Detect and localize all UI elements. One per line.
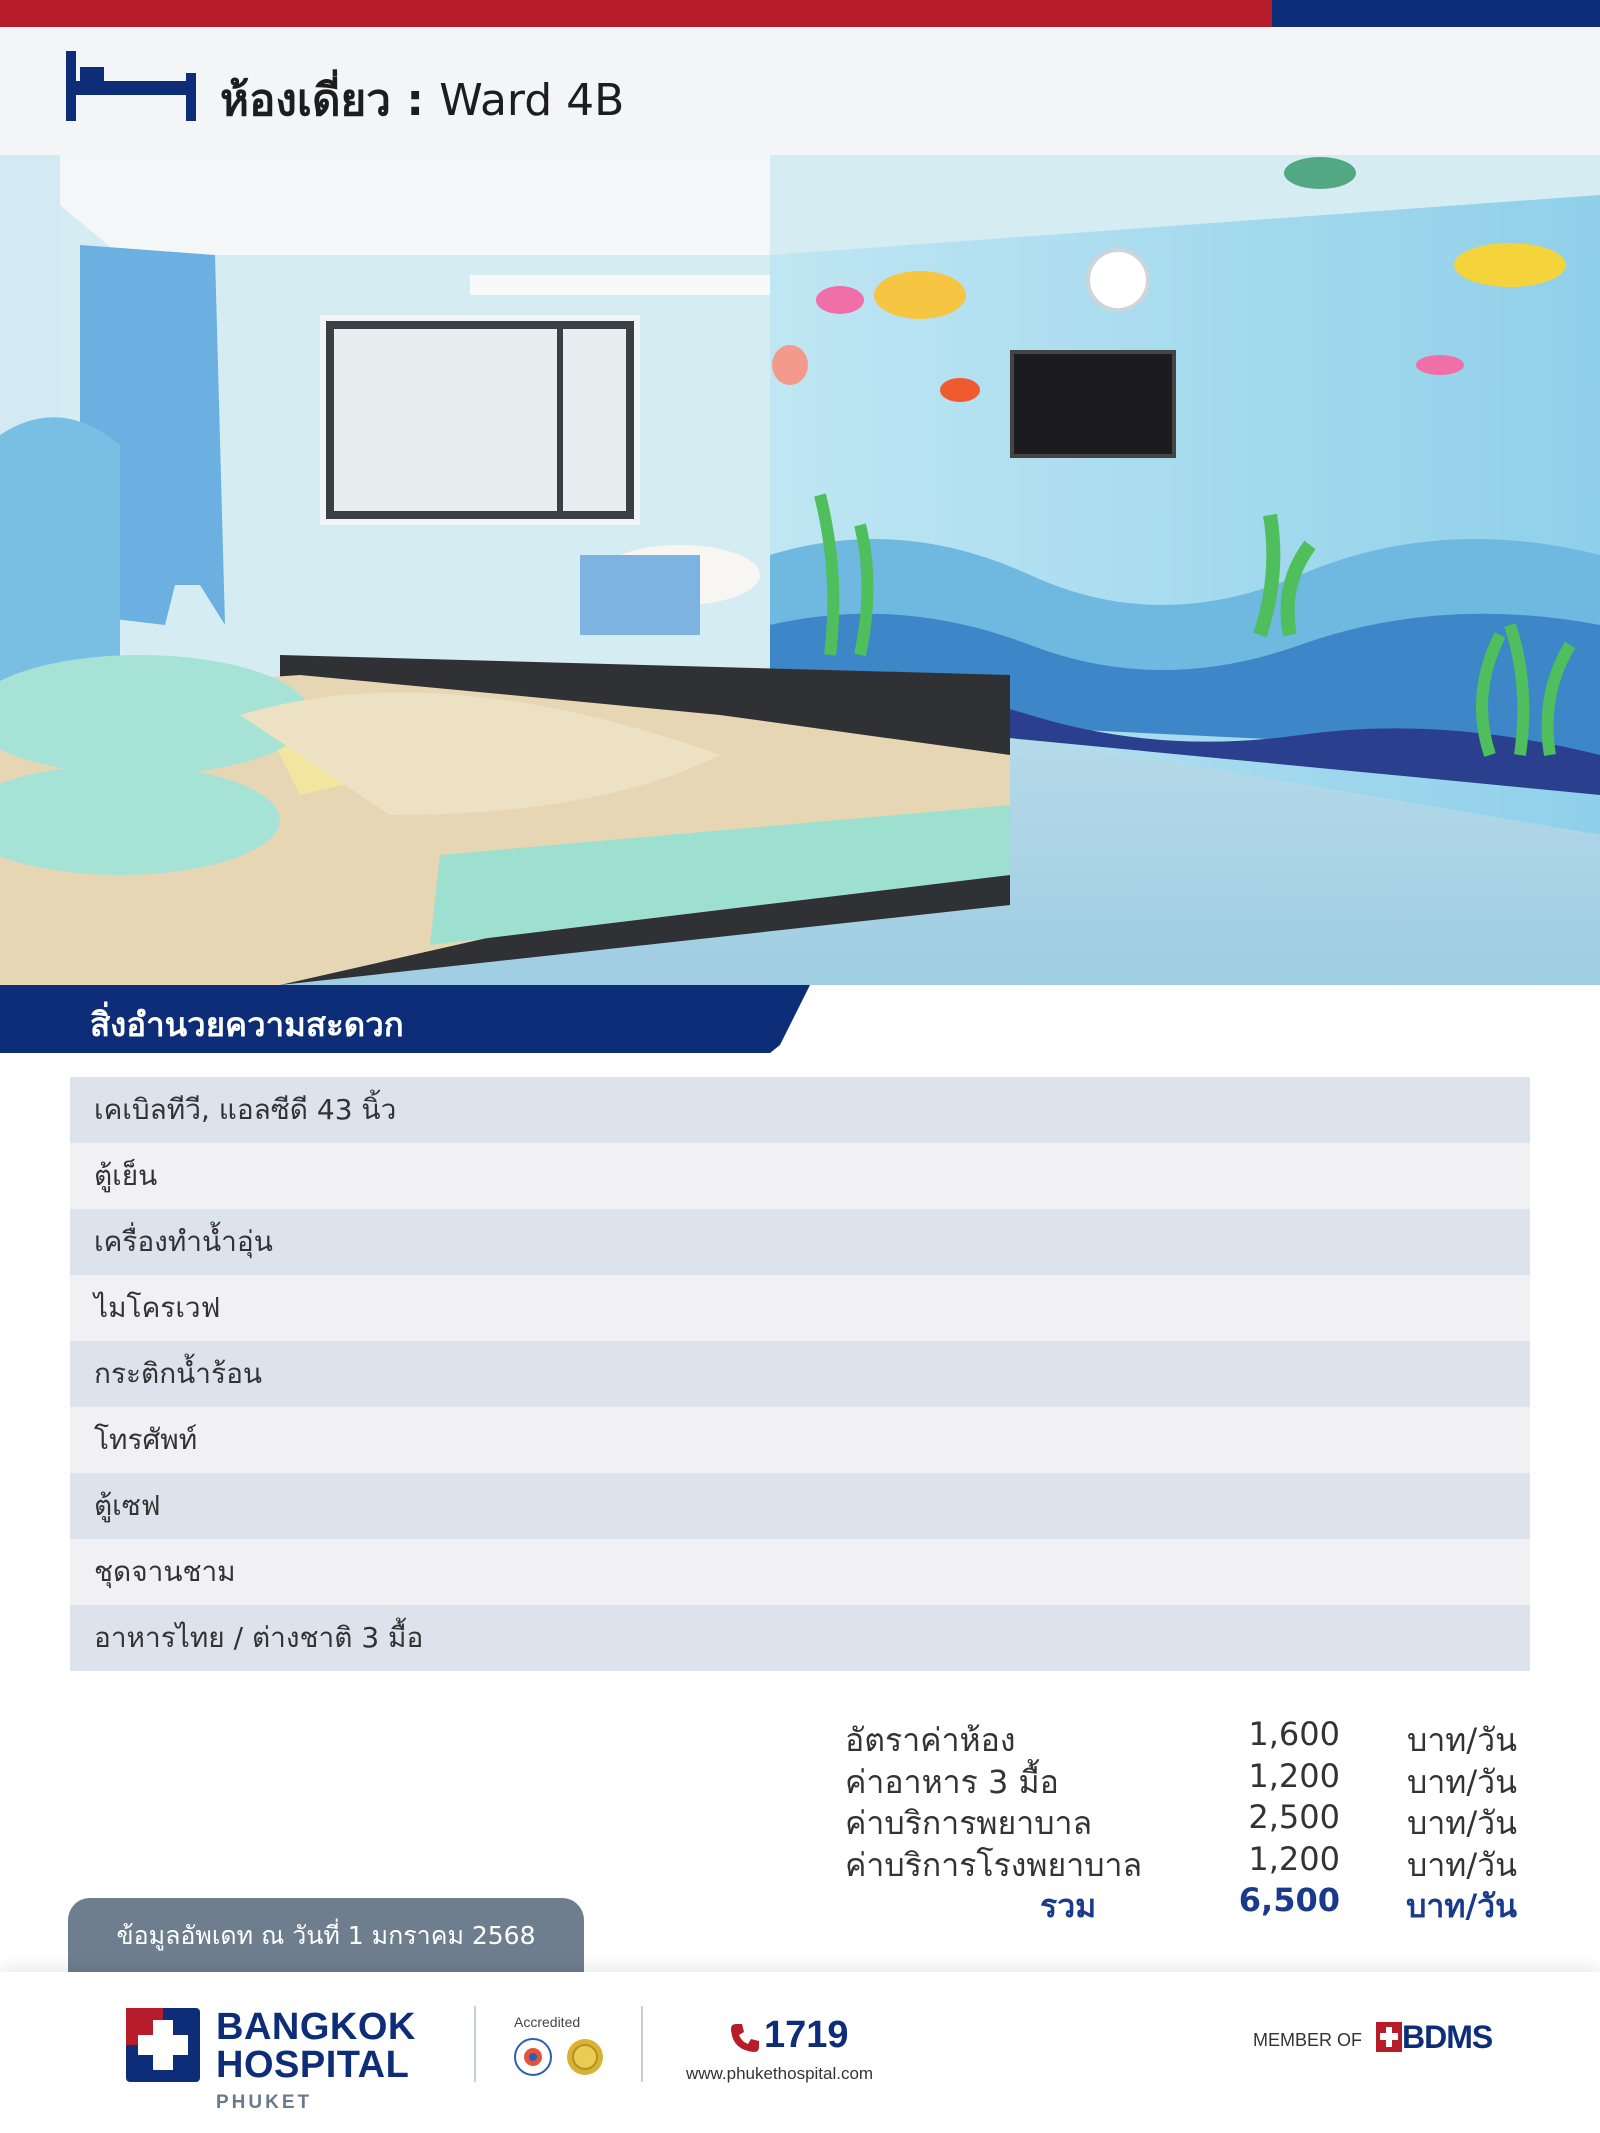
amenity-item: ตู้เซฟ xyxy=(70,1473,1530,1539)
amenity-item: โทรศัพท์ xyxy=(70,1407,1530,1473)
update-note-text: ข้อมูลอัพเดท ณ วันที่ 1 มกราคม 2568 xyxy=(116,1921,536,1950)
top-bar-blue xyxy=(1272,0,1600,27)
price-label: ค่าบริการโรงพยาบาล xyxy=(845,1845,1143,1884)
hospital-cross-logo-icon xyxy=(126,2008,200,2082)
accredited-label: Accredited xyxy=(514,2014,581,2030)
footer-divider xyxy=(474,2006,476,2082)
total-label: รวม xyxy=(1040,1887,1097,1925)
bdms-logo xyxy=(1376,2018,1492,2056)
price-total-row xyxy=(845,1881,1535,1923)
amenity-item: ชุดจานชาม xyxy=(70,1539,1530,1605)
price-row xyxy=(845,1757,1535,1799)
page-footer xyxy=(0,1972,1600,2133)
room-photo xyxy=(0,155,1600,985)
price-label: อัตราค่าห้อง xyxy=(845,1721,1016,1759)
ha-accreditation-seal-icon xyxy=(514,2038,552,2076)
amenity-item: อาหารไทย / ต่างชาติ 3 มื้อ xyxy=(70,1605,1530,1671)
page-header xyxy=(0,27,1600,155)
price-amount: 1,200 xyxy=(1248,1756,1340,1795)
total-amount: 6,500 xyxy=(1238,1881,1340,1919)
room-type-title: ห้องเดี่ยว xyxy=(220,75,392,126)
amenities-heading: สิ่งอำนวยความสะดวก xyxy=(90,1005,404,1044)
top-color-bar xyxy=(0,0,1600,27)
ward-name: Ward 4B xyxy=(439,75,625,126)
bdms-text: BDMS xyxy=(1402,2018,1493,2055)
website-link[interactable]: www.phukethospital.com xyxy=(686,2064,874,2083)
price-row xyxy=(845,1715,1535,1757)
brand-line-2: HOSPITAL xyxy=(216,2044,410,2086)
amenity-item: เคเบิลทีวี, แอลซีดี 43 นิ้ว xyxy=(70,1077,1530,1143)
amenity-item: ไมโครเวฟ xyxy=(70,1275,1530,1341)
amenities-banner xyxy=(0,985,810,1053)
price-unit: บาท/วัน xyxy=(1407,1845,1517,1884)
amenity-item: เครื่องทำน้ำอุ่น xyxy=(70,1209,1530,1275)
bdms-cross-icon xyxy=(1376,2022,1402,2052)
page-title xyxy=(220,65,624,135)
amenity-item: กระติกน้ำร้อน xyxy=(70,1341,1530,1407)
brand-location: PHUKET xyxy=(216,2092,313,2113)
jci-gold-seal-icon xyxy=(566,2038,604,2076)
amenities-list xyxy=(70,1077,1530,1671)
hotline-number[interactable]: 1719 xyxy=(764,2014,849,2056)
price-label: ค่าอาหาร 3 มื้อ xyxy=(845,1762,1059,1801)
price-table xyxy=(845,1715,1535,1923)
total-unit: บาท/วัน xyxy=(1406,1887,1517,1925)
member-of-label: MEMBER OF xyxy=(1253,2030,1363,2050)
footer-divider xyxy=(641,2006,643,2082)
phone-icon xyxy=(728,2021,762,2055)
price-row xyxy=(845,1840,1535,1882)
update-note xyxy=(68,1898,584,1972)
price-row xyxy=(845,1798,1535,1840)
price-amount: 1,200 xyxy=(1248,1839,1340,1878)
price-unit: บาท/วัน xyxy=(1407,1804,1517,1842)
brand-line-1: BANGKOK xyxy=(216,2006,416,2048)
bed-icon xyxy=(66,51,196,123)
price-label: ค่าบริการพยาบาล xyxy=(845,1804,1093,1842)
price-unit: บาท/วัน xyxy=(1407,1762,1517,1801)
price-amount: 2,500 xyxy=(1248,1798,1340,1836)
title-separator: : xyxy=(391,75,440,126)
amenity-item: ตู้เย็น xyxy=(70,1143,1530,1209)
top-bar-red xyxy=(0,0,1272,27)
price-amount: 1,600 xyxy=(1248,1715,1340,1753)
price-unit: บาท/วัน xyxy=(1407,1721,1517,1759)
